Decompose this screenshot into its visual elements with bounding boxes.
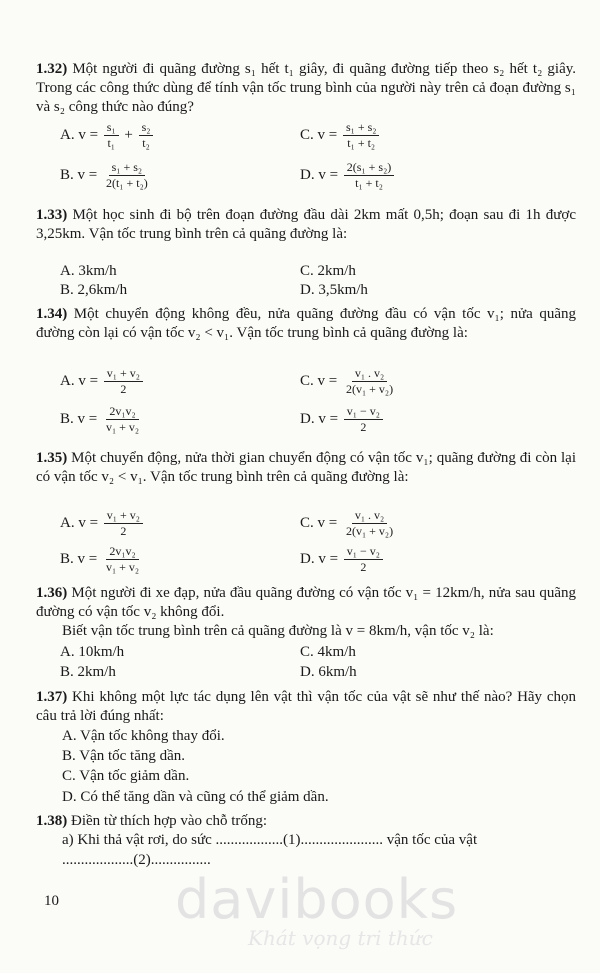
watermark-slogan: Khát vọng tri thức — [248, 926, 433, 950]
option-a: A. v = $\frac{\text{s₁}}{\text{t₁}}$ + $\frac{\text{s₂}}{\text{t₂}}$ — [60, 120, 155, 151]
question-number: 1.34) — [36, 306, 68, 322]
option-d: D. 6km/h — [300, 664, 357, 680]
option-a: A. v = $\frac{\text{v₁ + v₂}}{2}$ — [60, 508, 145, 539]
question-1-33 — [36, 206, 576, 244]
fraction: $\frac{\text{v₁ − v₂}}{2}$ — [344, 544, 383, 575]
option-a: A. 3km/h — [60, 263, 117, 279]
fraction: $\frac{\text{s₁ + s₂}}{\text{2(t₁ + t₂)}}$ — [105, 160, 148, 190]
option-c: C. v = $\frac{\text{s₁ + s₂}}{\text{t₁ + t₂}}$ — [300, 120, 381, 151]
page-number: 10 — [44, 893, 59, 909]
question-text: Một chuyển động, nửa thời gian chuyển động có vận tốc v₁; quãng đường đi còn lại có vận tốc v₂ < v₁. Vận tốc trung bình trên cả quãng đường là: — [36, 450, 576, 485]
option-b: B. Vận tốc tăng dần. — [62, 748, 186, 764]
option-a: A. v = $\frac{\text{v₁ + v₂}}{2}$ — [60, 366, 145, 397]
question-1-38 — [36, 812, 576, 831]
question-number: 1.36) — [36, 585, 68, 601]
fraction: $\frac{\text{v₁ + v₂}}{2}$ — [104, 366, 143, 397]
fraction: $\frac{\text{s₁}}{\text{t₁}}$ — [104, 120, 119, 151]
option-d: D. v = $\frac{\text{2(s₁ + s₂)}}{\text{t₁ + t₂}}$ — [300, 160, 396, 191]
fraction: $\frac{\text{2(s₁ + s₂)}}{\text{t₁ + t₂}}$ — [344, 160, 394, 191]
question-number: 1.37) — [36, 689, 68, 705]
question-1-37 — [36, 688, 576, 726]
fraction: $\frac{\text{v₁ . v₂}}{\text{2(v₁ + v₂)}}$ — [345, 508, 394, 538]
question-text: Điền từ thích hợp vào chỗ trống: — [67, 813, 268, 829]
fraction: $\frac{\text{s₂}}{\text{t₂}}$ — [139, 120, 154, 151]
question-number: 1.33) — [36, 207, 68, 223]
option-b: B. v = $\frac{\text{2v₁v₂}}{\text{v₁ + v₂}}$ — [60, 544, 144, 575]
question-1-36 — [36, 584, 576, 622]
watermark-brand: davibooks — [175, 868, 459, 931]
question-1-34 — [36, 305, 576, 343]
question-text: Khi không một lực tác dụng lên vật thì vận tốc của vật sẽ như thế nào? Hãy chọn câu trả lời đúng nhất: — [36, 689, 576, 724]
question-1-35 — [36, 449, 576, 487]
option-c: C. v = $\frac{\text{v₁ . v₂}}{\text{2(v₁ + v₂)}}$ — [300, 508, 398, 539]
fill-blank-line-b: ...................(2)................ — [62, 852, 211, 868]
question-number: 1.35) — [36, 450, 68, 466]
option-a: A. 10km/h — [60, 644, 125, 660]
option-b: B. v = $\frac{\text{2v₁v₂}}{\text{v₁ + v₂}}$ — [60, 404, 144, 435]
fraction: $\frac{\text{2v₁v₂}}{\text{v₁ + v₂}}$ — [105, 404, 140, 434]
question-text-continued: Biết vận tốc trung bình trên cả quãng đường là v = 8km/h, vận tốc v₂ là: — [62, 623, 494, 639]
option-c: C. v = $\frac{\text{v₁ . v₂}}{\text{2(v₁ + v₂)}}$ — [300, 366, 398, 397]
question-number: 1.32) — [36, 61, 68, 77]
question-1-32 — [36, 60, 576, 117]
fraction: $\frac{\text{v₁ − v₂}}{2}$ — [344, 404, 383, 435]
question-text: Một người đi xe đạp, nửa đầu quãng đường có vận tốc v₁ = 12km/h, nửa sau quãng đường có vận tốc v₂ không đổi. — [36, 585, 576, 620]
fraction: $\frac{\text{s₁ + s₂}}{\text{t₁ + t₂}}$ — [343, 120, 379, 151]
option-d: D. v = $\frac{\text{v₁ − v₂}}{2}$ — [300, 404, 385, 435]
fraction: $\frac{\text{v₁ + v₂}}{2}$ — [104, 508, 143, 539]
option-d: D. Có thể tăng dần và cũng có thể giảm dần. — [62, 789, 329, 805]
fraction: $\frac{\text{2v₁v₂}}{\text{v₁ + v₂}}$ — [105, 544, 140, 574]
option-c: C. 4km/h — [300, 644, 356, 660]
option-b: B. v = $\frac{\text{s₁ + s₂}}{\text{2(t₁ + t₂)}}$ — [60, 160, 153, 191]
question-text: Một người đi quãng đường s₁ hết t₁ giây, đi quãng đường tiếp theo s₂ hết t₂ giây. Trong các công thức dùng để tính vận tốc trung bình của người này trên cả đoạn đường s₁ và s₂ công thức nào đúng? — [36, 61, 576, 115]
fill-blank-line-a: a) Khi thả vật rơi, do sức ..................(1)...................... vận tốc của vật — [62, 832, 478, 848]
option-d: D. 3,5km/h — [300, 282, 368, 298]
question-number: 1.38) — [36, 813, 68, 829]
option-b: B. 2km/h — [60, 664, 116, 680]
option-a: A. Vận tốc không thay đổi. — [62, 728, 225, 744]
fraction: $\frac{\text{v₁ . v₂}}{\text{2(v₁ + v₂)}}$ — [345, 366, 394, 396]
option-c: C. 2km/h — [300, 263, 356, 279]
question-text: Một chuyển động không đều, nửa quãng đường đầu có vận tốc v₁; nửa quãng đường còn lại có vận tốc v₂ < v₁. Vận tốc trung bình cả quãng đường là: — [36, 306, 576, 341]
question-text: Một học sinh đi bộ trên đoạn đường đầu dài 2km mất 0,5h; đoạn sau đi 1h được 3,25km. Vận tốc trung bình trên cả quãng đường là: — [36, 207, 576, 242]
option-d: D. v = $\frac{\text{v₁ − v₂}}{2}$ — [300, 544, 385, 575]
option-c: C. Vận tốc giảm dần. — [62, 768, 190, 784]
option-b: B. 2,6km/h — [60, 282, 128, 298]
